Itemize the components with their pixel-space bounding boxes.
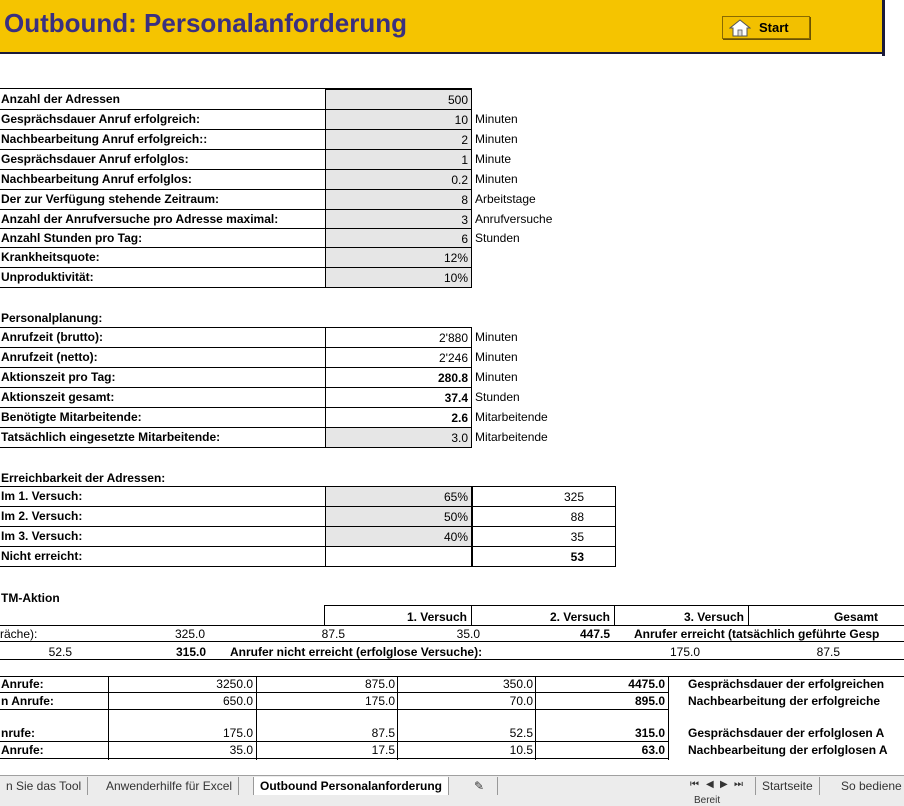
tm-row-note: Nachbearbeitung der erfolglosen A [688,743,888,757]
header-border [882,0,885,56]
input-unit: Minuten [475,172,518,186]
input-value[interactable]: 8 [325,189,472,210]
tm-glitch-value: 35.0 [456,627,480,641]
input-row [0,129,560,149]
planning-value: 2'246 [325,347,472,368]
reach-count: 325 [472,486,616,507]
planning-unit: Minuten [475,330,518,344]
planning-label: Anrufzeit (brutto): [1,330,103,344]
reach-count: 35 [472,526,616,547]
input-label: Anzahl Stunden pro Tag: [1,231,143,245]
grid-line [0,566,616,567]
input-row [0,149,560,169]
tm-row-value: 350.0 [502,677,533,691]
tm-row-value: 175.0 [222,726,253,740]
grid-line [0,692,668,693]
planning-label: Aktionszeit pro Tag: [1,370,116,384]
tm-glitch-value: 315.0 [175,645,206,659]
reach-title: Erreichbarkeit der Adressen: [1,471,166,485]
input-unit: Minuten [475,132,518,146]
input-label: Unproduktivität: [1,270,94,284]
tm-row-total: 63.0 [641,743,665,757]
input-label: Anzahl der Anrufversuche pro Adresse maximal: [1,212,279,226]
reach-pct[interactable]: 50% [325,506,472,527]
tm-row-value: 52.5 [509,726,533,740]
tm-row-value: 35.0 [229,743,253,757]
planning-label: Anrufzeit (netto): [1,350,98,364]
tm-glitch-note: Anrufer nicht erreicht (erfolglose Versuche): [230,645,483,659]
last-sheet-icon[interactable]: ⏭ [734,779,743,790]
grid-line [324,605,904,606]
tab-startseite[interactable]: Startseite [755,777,820,795]
input-unit: Anrufversuche [475,212,553,226]
tm-row-value: 875.0 [364,677,395,691]
tm-row-label: Anrufe: [1,743,44,757]
planning-unit: Mitarbeitende [475,430,548,444]
tm-row-value: 17.5 [371,743,395,757]
new-sheet-icon: ✎ [474,779,485,793]
home-icon [729,19,751,37]
planning-row [0,427,560,447]
tm-row-value: 70.0 [509,694,533,708]
planning-unit: Mitarbeitende [475,410,548,424]
tm-header: Gesamt [833,610,878,624]
tm-row-total: 4475.0 [628,677,665,691]
tm-row-note: Gesprächsdauer der erfolgreichen [688,677,885,691]
reach-label: Im 2. Versuch: [1,509,83,523]
planning-value: 280.8 [325,367,472,388]
input-label: Gesprächsdauer Anruf erfolglos: [1,152,189,166]
planning-value: 37.4 [325,387,472,408]
tm-header: 3. Versuch [683,610,744,624]
input-unit: Arbeitstage [475,192,536,206]
planning-unit: Minuten [475,370,518,384]
tm-row-label: n Anrufe: [1,694,54,708]
input-row [0,267,560,287]
reach-pct[interactable]: 40% [325,526,472,547]
start-button[interactable] [722,16,810,39]
tab-new[interactable] [468,777,498,795]
reach-row [0,546,616,566]
input-label: Krankheitsquote: [1,250,100,264]
input-value[interactable]: 12% [325,247,472,268]
tm-row-value: 650.0 [222,694,253,708]
input-row [0,89,560,109]
input-row [0,189,560,209]
grid-line [0,447,472,448]
tm-header: 2. Versuch [549,610,610,624]
input-label: Anzahl der Adressen [1,92,120,106]
tm-glitch-value: 447.5 [579,627,610,641]
tm-row-value: 3250.0 [216,677,253,691]
reach-row [0,486,616,506]
first-sheet-icon[interactable]: ⏮ [690,779,699,790]
next-sheet-icon[interactable]: ▶ [720,779,728,790]
tm-glitch-value: 87.5 [816,645,840,659]
input-row [0,247,560,267]
grid-line [0,659,904,660]
planning-value: 2.6 [325,407,472,428]
tm-glitch-value: 52.5 [48,645,72,659]
input-value[interactable]: 500 [325,89,472,110]
grid-line [0,741,668,742]
start-label: Start [759,20,789,35]
tm-row-label: Anrufe: [1,677,44,691]
tab-so-bediene[interactable]: So bediene [835,777,904,795]
input-value[interactable]: 6 [325,228,472,248]
input-label: Gesprächsdauer Anruf erfolgreich: [1,112,200,126]
planning-row [0,407,560,427]
tm-row-value: 175.0 [364,694,395,708]
planning-row [0,387,560,407]
tab-outbound[interactable]: Outbound Personalanforderung [253,777,449,795]
tm-row-total: 895.0 [634,694,665,708]
tm-row-note: Gesprächsdauer der erfolglosen A [688,726,885,740]
reach-label: Nicht erreicht: [1,549,83,563]
planning-label: Benötigte Mitarbeitende: [1,410,142,424]
grid-line [0,709,668,710]
planning-row [0,347,560,367]
input-value[interactable]: 10% [325,267,472,288]
input-row [0,209,560,229]
reach-pct [325,546,472,567]
input-value[interactable]: 0.2 [325,169,472,190]
grid-line [0,641,904,642]
input-value[interactable]: 2 [325,129,472,150]
tm-row-note: Nachbearbeitung der erfolgreiche [688,694,881,708]
input-label: Der zur Verfügung stehende Zeitraum: [1,192,220,206]
reach-label: Im 1. Versuch: [1,489,83,503]
tab-anwenderhilfe[interactable]: Anwenderhilfe für Excel [100,777,239,795]
planning-unit: Stunden [475,390,520,404]
input-value[interactable]: 10 [325,109,472,130]
tm-row-label: nrufe: [1,726,35,740]
input-row [0,169,560,189]
reach-pct[interactable]: 65% [325,486,472,507]
reach-count: 53 [472,546,616,567]
planning-value[interactable]: 3.0 [325,427,472,448]
reach-count: 88 [472,506,616,527]
tm-row-value: 87.5 [371,726,395,740]
grid-line [0,625,904,626]
grid-line [0,287,472,288]
tm-header: 1. Versuch [406,610,467,624]
tm-glitch-value: 87.5 [321,627,345,641]
planning-row [0,367,560,387]
input-unit: Minute [475,152,512,166]
tm-glitch-note: Anrufer erreicht (tatsächlich geführte Gesp [634,627,880,641]
input-row [0,109,560,129]
page-title: Outbound: Personalanforderung [4,8,407,38]
reach-label: Im 3. Versuch: [1,529,83,543]
input-label: Nachbearbeitung Anruf erfolglos: [1,172,192,186]
status-text: Bereit [694,795,721,806]
tm-glitch-label: räche): [0,627,38,641]
tm-title: TM-Aktion [1,591,60,605]
reach-row [0,526,616,546]
tm-row-total: 315.0 [634,726,665,740]
planning-label: Tatsächlich eingesetzte Mitarbeitende: [1,430,221,444]
input-label: Nachbearbeitung Anruf erfolgreich:: [1,132,208,146]
tm-row-value: 10.5 [509,743,533,757]
input-unit: Minuten [475,112,518,126]
tab-tool[interactable]: n Sie das Tool [0,777,88,795]
sheet-tabs-bar [0,775,904,806]
input-row [0,228,560,248]
tm-glitch-value: 325.0 [174,627,205,641]
planning-title: Personalplanung: [1,311,103,325]
input-unit: Stunden [475,231,520,245]
planning-value: 2'880 [325,327,472,348]
reach-row [0,506,616,526]
tm-glitch-value: 175.0 [669,645,700,659]
input-value[interactable]: 1 [325,149,472,170]
planning-unit: Minuten [475,350,518,364]
planning-label: Aktionszeit gesamt: [1,390,115,404]
prev-sheet-icon[interactable]: ◀ [706,779,714,790]
grid-line [0,758,668,759]
input-value[interactable]: 3 [325,209,472,229]
planning-row [0,327,560,347]
grid-line [668,676,669,760]
